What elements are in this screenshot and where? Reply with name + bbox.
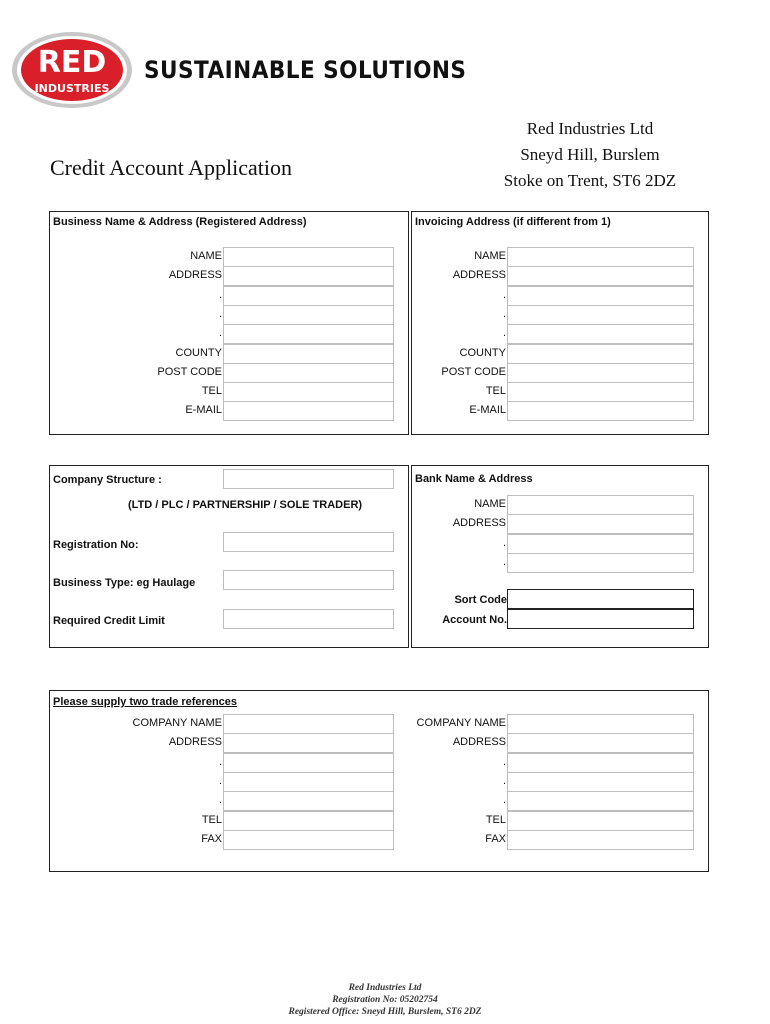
business-type-label: Business Type: eg Haulage — [53, 577, 196, 589]
reference2-field[interactable] — [507, 830, 694, 850]
bank-address-field[interactable] — [507, 553, 694, 573]
invoicing-address-box — [411, 211, 709, 435]
invoicing-address-label: E-MAIL — [469, 404, 506, 417]
business-address-field[interactable] — [223, 305, 394, 325]
reference2-label: FAX — [485, 832, 506, 845]
reference2-row — [412, 830, 506, 849]
reference2-field[interactable] — [507, 811, 694, 831]
reference2-field[interactable] — [507, 753, 694, 773]
invoicing-address-row — [412, 305, 506, 324]
bank-address-label: NAME — [474, 498, 506, 510]
business-address-label: . — [218, 288, 222, 301]
bank-address-label: . — [502, 555, 506, 568]
reference1-field[interactable] — [223, 733, 394, 753]
account-no-field[interactable] — [507, 609, 694, 629]
invoicing-address-field[interactable] — [507, 344, 694, 364]
sort-code-field[interactable] — [507, 589, 694, 609]
registration-label: Registration No: — [53, 539, 139, 551]
business-address-row — [50, 363, 222, 382]
footer — [0, 982, 770, 1018]
page-title: Credit Account Application — [50, 155, 292, 180]
business-address-field[interactable] — [223, 286, 394, 306]
reference2-label: COMPANY NAME — [416, 717, 506, 729]
invoicing-address-label: TEL — [485, 385, 506, 398]
business-address-box — [49, 211, 409, 435]
company-structure-field[interactable] — [223, 469, 394, 489]
reference1-label: COMPANY NAME — [132, 717, 222, 729]
logo-badge-icon — [10, 30, 135, 110]
business-address-label: E-MAIL — [185, 404, 222, 417]
footer-line: Registration No: 05202754 — [332, 995, 438, 1005]
invoicing-address-row — [412, 247, 506, 266]
bank-title: Bank Name & Address — [415, 473, 533, 485]
reference1-field[interactable] — [223, 772, 394, 792]
invoicing-address-row — [412, 382, 506, 401]
bank-box — [411, 465, 709, 648]
tagline: SUSTAINABLE SOLUTIONS — [144, 56, 467, 84]
reference2-row — [412, 811, 506, 830]
reference2-label: . — [502, 794, 506, 807]
bank-address-label: . — [502, 536, 506, 549]
invoicing-address-field[interactable] — [507, 305, 694, 325]
reference1-field[interactable] — [223, 830, 394, 850]
business-address-field[interactable] — [223, 382, 394, 402]
reference1-field[interactable] — [223, 811, 394, 831]
bank-address-row — [412, 534, 506, 553]
invoicing-address-field[interactable] — [507, 363, 694, 383]
account-no-row — [412, 611, 507, 630]
business-address-label: NAME — [190, 250, 222, 262]
business-address-label: . — [218, 307, 222, 320]
credit-limit-label: Required Credit Limit — [53, 615, 165, 627]
reference1-label: . — [218, 794, 222, 807]
invoicing-address-label: ADDRESS — [452, 269, 506, 282]
invoicing-address-field[interactable] — [507, 382, 694, 402]
business-address-row — [50, 286, 222, 305]
business-address-field[interactable] — [223, 401, 394, 421]
trade-references-box — [49, 690, 709, 872]
red-industries-logo — [10, 30, 135, 110]
company-structure-options: (LTD / PLC / PARTNERSHIP / SOLE TRADER) — [128, 499, 363, 511]
reference1-row — [50, 811, 222, 830]
sort-code-label: Sort Code — [454, 594, 507, 606]
reference2-field[interactable] — [507, 791, 694, 811]
reference1-label: ADDRESS — [168, 736, 222, 749]
reference2-field[interactable] — [507, 714, 694, 734]
bank-address-field[interactable] — [507, 534, 694, 554]
reference1-row — [50, 753, 222, 772]
business-address-field[interactable] — [223, 247, 394, 267]
business-address-row — [50, 382, 222, 401]
reference2-row — [412, 791, 506, 810]
invoicing-address-label: . — [502, 288, 506, 301]
reference2-row — [412, 753, 506, 772]
company-address-line: Stoke on Trent, ST6 2DZ — [503, 171, 677, 190]
footer-line: Registered Office: Sneyd Hill, Burslem, ST6 2DZ — [288, 1007, 482, 1017]
company-address — [480, 116, 700, 194]
invoicing-address-row — [412, 266, 506, 285]
bank-address-label: ADDRESS — [452, 517, 506, 530]
reference2-label: . — [502, 755, 506, 768]
business-address-label: TEL — [201, 385, 222, 398]
sort-code-row — [412, 591, 507, 610]
invoicing-address-field[interactable] — [507, 286, 694, 306]
reference2-row — [412, 772, 506, 791]
invoicing-address-title: Invoicing Address (if different from 1) — [415, 216, 611, 228]
reference1-row — [50, 791, 222, 810]
bank-address-row — [412, 553, 506, 572]
invoicing-address-label: NAME — [474, 250, 506, 262]
business-address-title: Business Name & Address (Registered Address) — [53, 216, 307, 228]
reference2-label: TEL — [485, 813, 506, 826]
business-address-label: COUNTY — [175, 346, 222, 359]
business-address-field[interactable] — [223, 266, 394, 286]
invoicing-address-row — [412, 286, 506, 305]
reference1-label: . — [218, 755, 222, 768]
invoicing-address-field[interactable] — [507, 324, 694, 344]
reference2-row — [412, 733, 506, 752]
invoicing-address-row — [412, 363, 506, 382]
business-address-row — [50, 344, 222, 363]
business-address-row — [50, 401, 222, 420]
invoicing-address-label: POST CODE — [441, 365, 506, 378]
reference2-label: ADDRESS — [452, 736, 506, 749]
reference1-field[interactable] — [223, 714, 394, 734]
invoicing-address-label: . — [502, 307, 506, 320]
account-no-label: Account No. — [442, 614, 507, 626]
bank-address-row — [412, 514, 506, 533]
logo-bottom-text: INDUSTRIES — [34, 82, 110, 95]
trade-references-title: Please supply two trade references — [53, 696, 238, 708]
company-address-line: Sneyd Hill, Burslem — [520, 145, 660, 164]
invoicing-address-label: . — [502, 327, 506, 340]
invoicing-address-row — [412, 344, 506, 363]
footer-line: Red Industries Ltd — [348, 983, 422, 993]
invoicing-address-label: COUNTY — [459, 346, 506, 359]
company-structure-box — [49, 465, 409, 648]
company-address-line: Red Industries Ltd — [526, 119, 654, 138]
reference1-field[interactable] — [223, 753, 394, 773]
bank-address-field[interactable] — [507, 495, 694, 515]
reference1-label: FAX — [201, 832, 222, 845]
invoicing-address-field[interactable] — [507, 247, 694, 267]
invoicing-address-field[interactable] — [507, 266, 694, 286]
business-address-field[interactable] — [223, 363, 394, 383]
reference1-row — [50, 830, 222, 849]
business-address-row — [50, 305, 222, 324]
business-address-field[interactable] — [223, 344, 394, 364]
invoicing-address-row — [412, 401, 506, 420]
reference1-row — [50, 772, 222, 791]
reference2-field[interactable] — [507, 772, 694, 792]
reference1-label: . — [218, 774, 222, 787]
reference1-row — [50, 714, 222, 733]
logo-top-text: RED — [37, 45, 107, 80]
business-address-row — [50, 324, 222, 343]
bank-address-field[interactable] — [507, 514, 694, 534]
credit-limit-field[interactable] — [223, 609, 394, 629]
reference2-row — [412, 714, 506, 733]
business-type-field[interactable] — [223, 570, 394, 590]
invoicing-address-field[interactable] — [507, 401, 694, 421]
reference1-label: TEL — [201, 813, 222, 826]
business-address-field[interactable] — [223, 324, 394, 344]
business-address-label: . — [218, 327, 222, 340]
company-structure-label: Company Structure : — [53, 474, 162, 486]
reference2-label: . — [502, 774, 506, 787]
registration-field[interactable] — [223, 532, 394, 552]
reference1-field[interactable] — [223, 791, 394, 811]
invoicing-address-row — [412, 324, 506, 343]
business-address-row — [50, 247, 222, 266]
reference1-row — [50, 733, 222, 752]
business-address-row — [50, 266, 222, 285]
reference2-field[interactable] — [507, 733, 694, 753]
business-address-label: POST CODE — [157, 365, 222, 378]
bank-address-row — [412, 495, 506, 514]
business-address-label: ADDRESS — [168, 269, 222, 282]
